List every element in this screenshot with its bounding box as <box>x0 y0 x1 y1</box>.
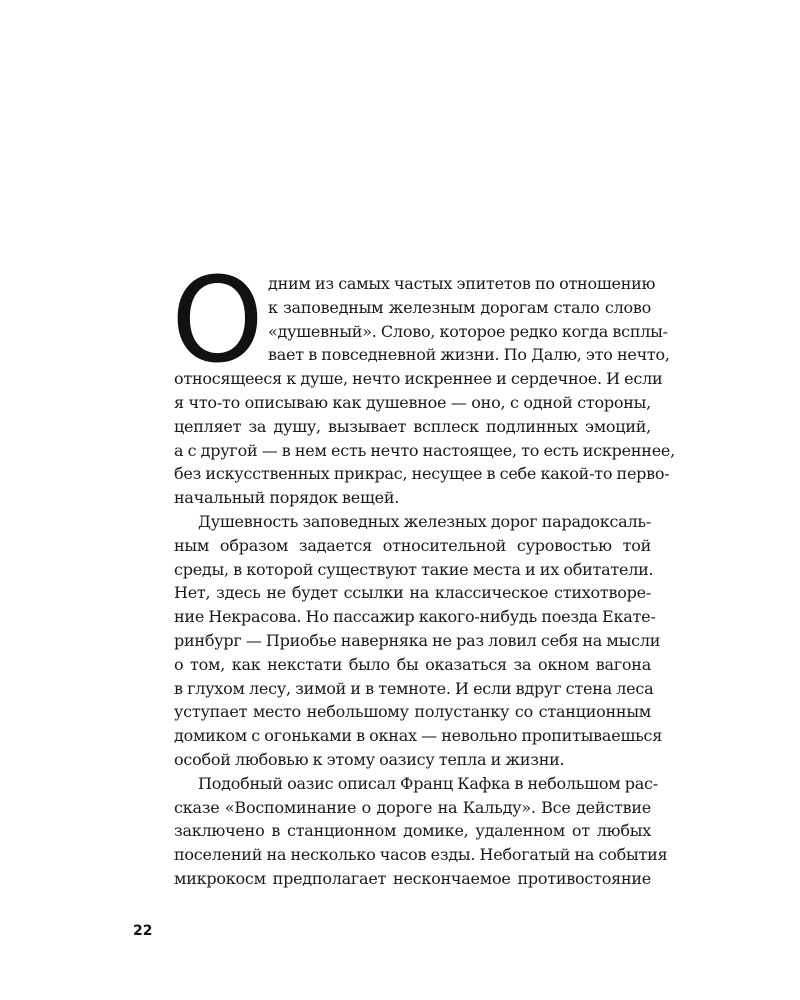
text-line: вает в повседневной жизни. По Далю, это нечто, <box>268 345 670 365</box>
text-line: Душевность заповедных железных дорог парадоксаль- <box>198 511 651 531</box>
text-line: среды, в которой существуют такие места и их обитатели. <box>174 559 654 579</box>
page-number: 22 <box>133 923 153 939</box>
paragraph-3 <box>174 772 668 891</box>
text-line: заключено в станционном домике, удаленном от любых <box>174 821 651 841</box>
drop-cap: О <box>171 251 264 389</box>
paragraph-2 <box>174 510 663 772</box>
text-line: к заповедным железным дорогам стало слово <box>268 297 651 317</box>
text-line: особой любовью к этому оазису тепла и жизни. <box>174 749 565 769</box>
text-line: дним из самых частых эпитетов по отношению <box>268 274 656 293</box>
text-line: сказе «Воспоминание о дороге на Кальду». Все действие <box>174 797 651 817</box>
text-line: относящееся к душе, нечто искреннее и сердечное. И если <box>174 369 663 389</box>
text-line: Подобный оазис описал Франц Кафка в небольшом рас- <box>198 773 658 793</box>
text-line: уступает место небольшому полустанку со станционным <box>174 702 651 722</box>
text-line: в глухом лесу, зимой и в темноте. И если вдруг стена леса <box>174 678 654 698</box>
text-line: цепляет за душу, вызывает всплеск подлинных эмоций, <box>174 416 651 436</box>
text-line: ние Некрасова. Но пассажир какого-нибудь поезда Екате- <box>174 607 656 627</box>
body-text <box>171 251 675 891</box>
text-line: Нет, здесь не будет ссылки на классическое стихотворе- <box>174 583 651 603</box>
text-line: я что-то описываю как душевное — оно, с одной стороны, <box>174 392 651 412</box>
text-line: начальный порядок вещей. <box>174 488 400 508</box>
text-line: а с другой — в нем есть нечто настоящее, то есть искреннее, <box>174 440 675 460</box>
text-line: без искусственных прикрас, несущее в себе какой-то перво- <box>174 464 670 484</box>
text-line: ным образом задается относительной суровостью той <box>174 535 651 555</box>
text-line: «душевный». Слово, которое редко когда всплы- <box>268 321 668 341</box>
text-line: домиком с огоньками в окнах — невольно пропитываешься <box>174 726 663 746</box>
text-line: поселений на несколько часов езды. Небогатый на события <box>174 845 668 865</box>
text-line: ринбург — Приобье наверняка не раз ловил себя на мысли <box>174 630 661 650</box>
text-line: микрокосм предполагает нескончаемое противостояние <box>174 868 651 888</box>
text-line: о том, как некстати было бы оказаться за окном вагона <box>174 654 651 674</box>
